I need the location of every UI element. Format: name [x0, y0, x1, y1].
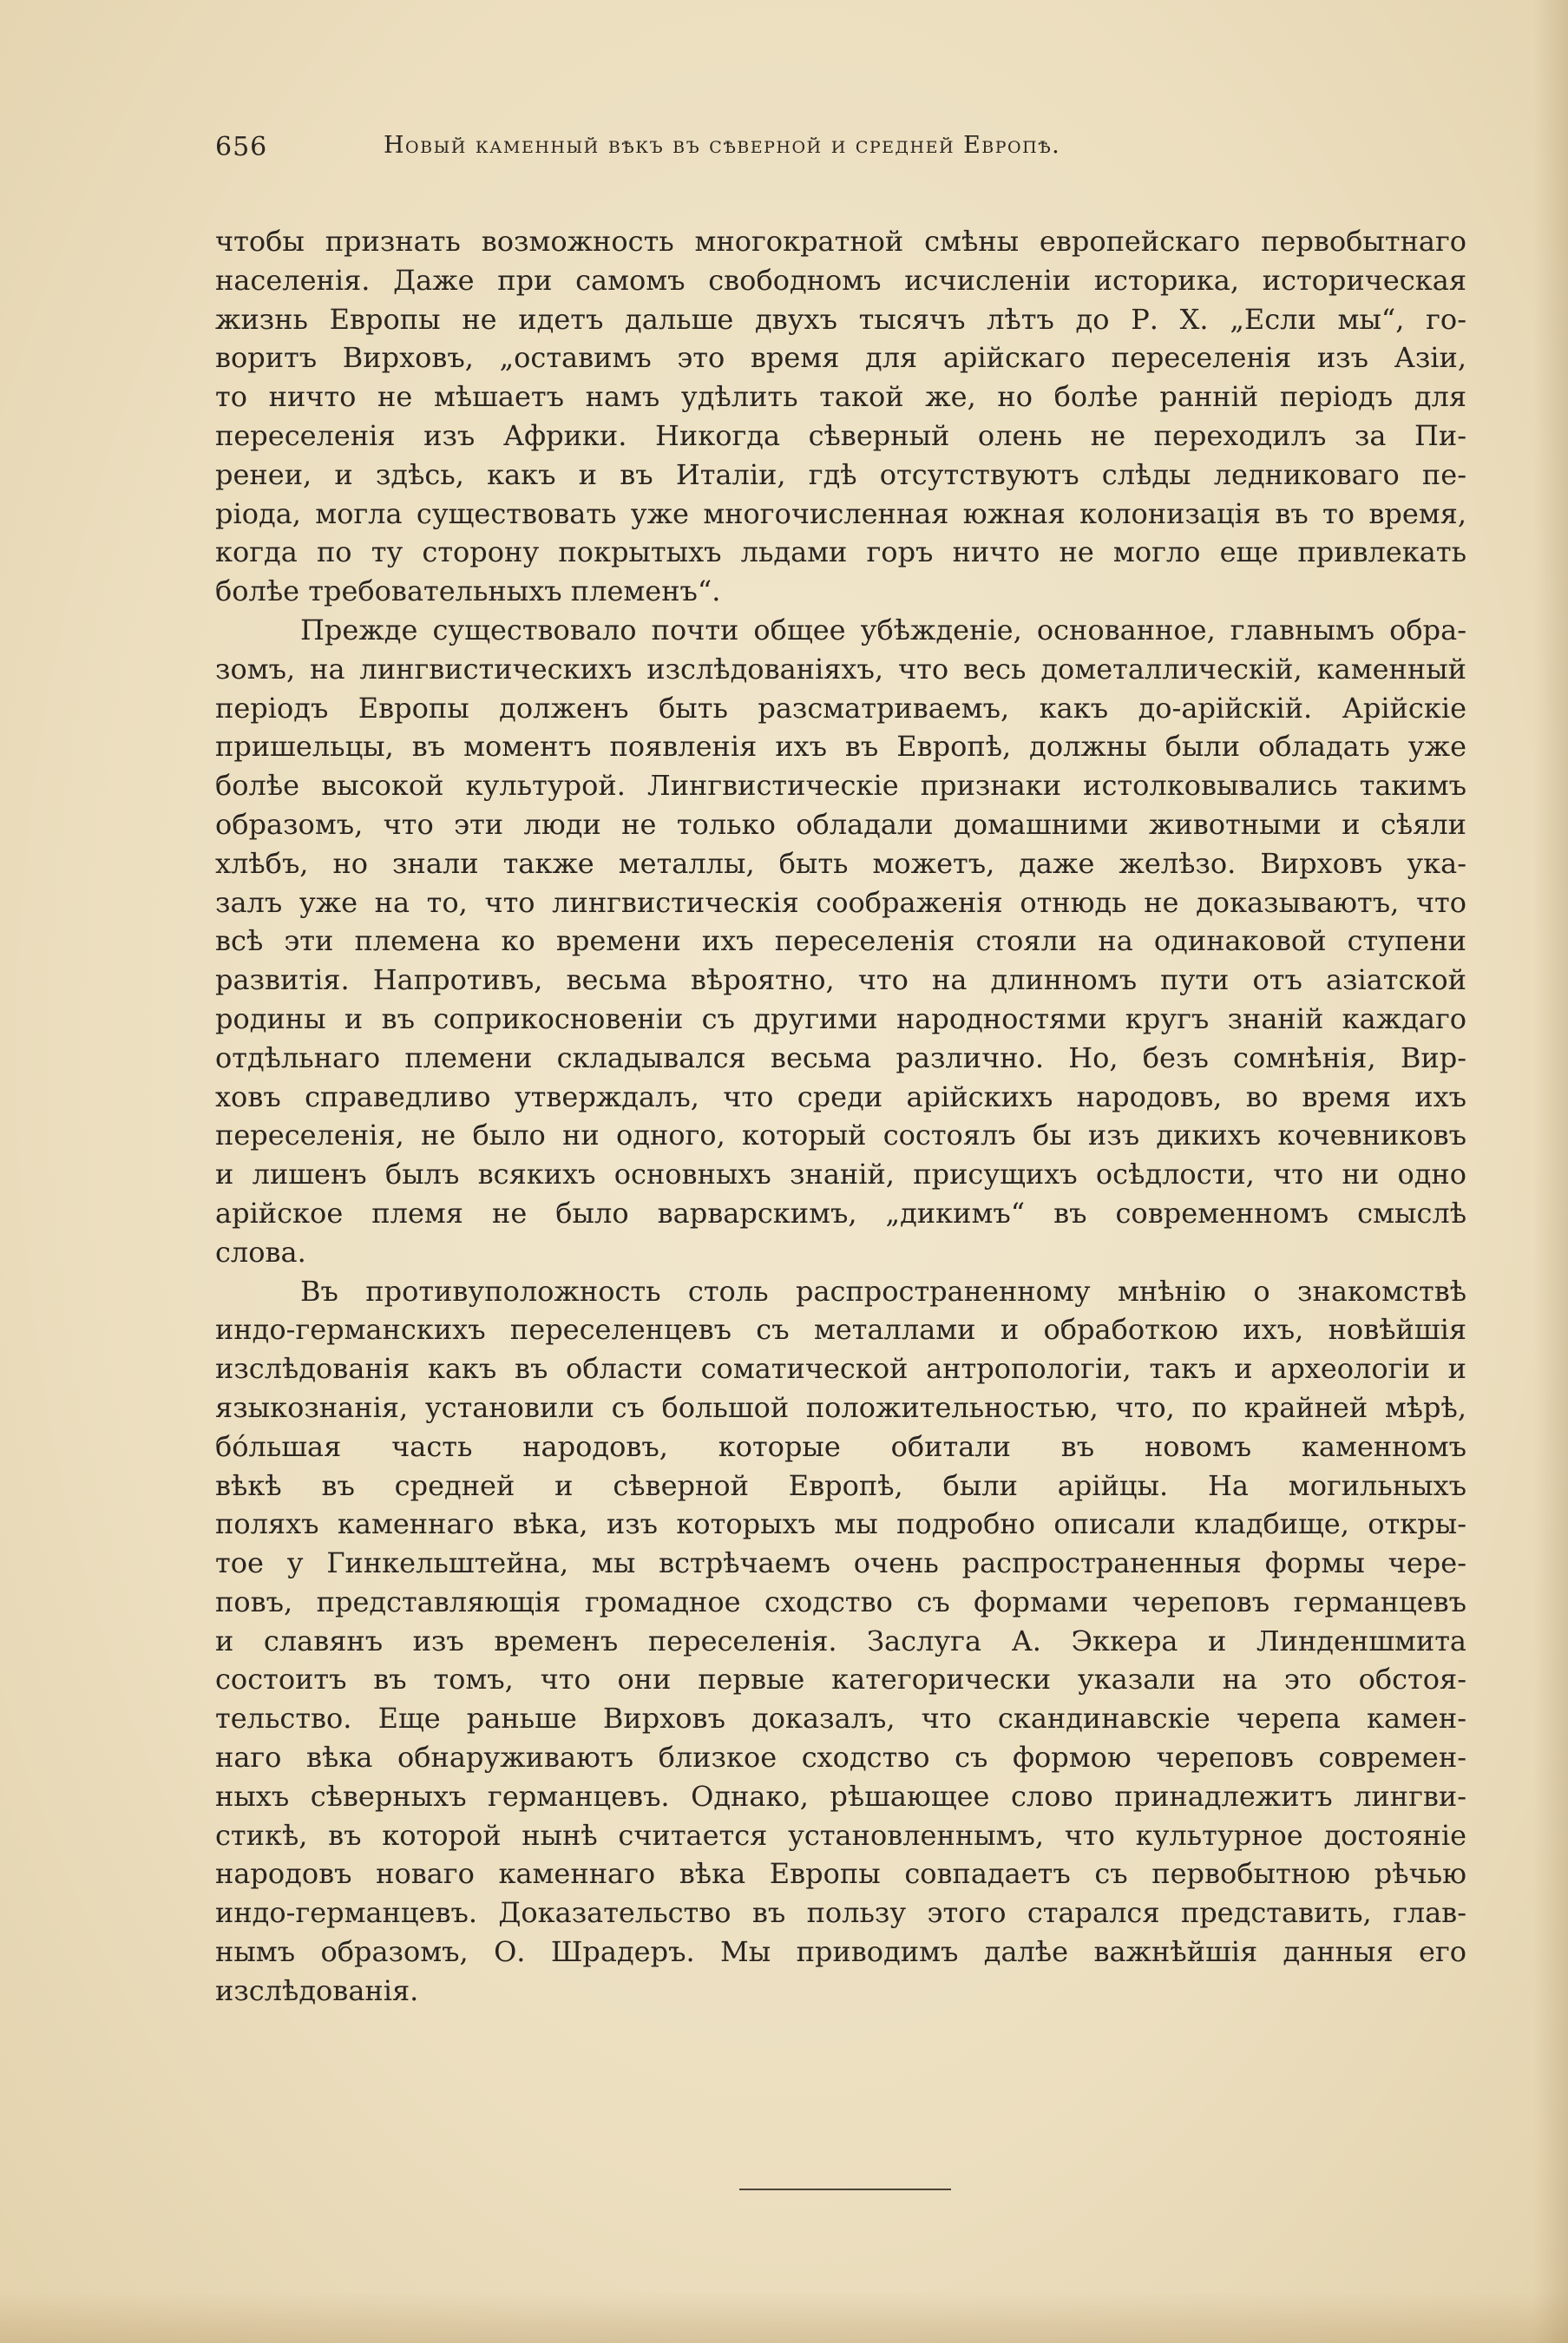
text-line: воритъ Вирховъ, „оставимъ это время для арійскаго переселенія изъ Азіи,	[215, 341, 1466, 375]
text-line: состоитъ въ томъ, что они первые категорически указали на это обстоя-	[215, 1663, 1466, 1697]
text-line: народовъ новаго каменнаго вѣка Европы совпадаетъ съ первобытною рѣчью	[215, 1857, 1466, 1891]
text-line: жизнь Европы не идетъ дальше двухъ тысячъ лѣтъ до Р. Х. „Если мы“, го-	[215, 302, 1466, 336]
text-line: наго вѣка обнаруживаютъ близкое сходство съ формою череповъ современ-	[215, 1741, 1466, 1775]
text-line: ховъ справедливо утверждалъ, что среди арійскихъ народовъ, во время ихъ	[215, 1080, 1466, 1113]
text-line: Прежде существовало почти общее убѣжденіе, основанное, главнымъ обра-	[300, 613, 1466, 646]
text-line: ныхъ сѣверныхъ германцевъ. Однако, рѣшающее слово принадлежитъ лингви-	[215, 1779, 1466, 1813]
text-line: языкознанія, установили съ большой положительностью, что, по крайней мѣрѣ,	[215, 1390, 1466, 1424]
text-line: пришельцы, въ моментъ появленія ихъ въ Европѣ, должны были обладать уже	[215, 730, 1466, 764]
text-line: нымъ образомъ, О. Шрадеръ. Мы приводимъ далѣе важнѣйшія данныя его	[215, 1935, 1466, 1969]
text-line: вѣкѣ въ средней и сѣверной Европѣ, были арійцы. На могильныхъ	[215, 1468, 1466, 1502]
body-text	[215, 222, 1466, 2011]
section-end-rule	[739, 2189, 951, 2190]
text-line: то ничто не мѣшаетъ намъ удѣлить такой же, но болѣе ранній періодъ для	[215, 380, 1466, 414]
text-line: тельство. Еще раньше Вирховъ доказалъ, что скандинавскіе черепа камен-	[215, 1702, 1466, 1736]
running-title: Новый каменный вѣкъ въ сѣверной и средней Европѣ.	[384, 132, 1061, 159]
text-line: образомъ, что эти люди не только обладали домашними животными и сѣяли	[215, 807, 1466, 841]
text-line: чтобы признать возможность многократной смѣны европейскаго первобытнаго	[215, 225, 1466, 258]
text-line: индо-германцевъ. Доказательство въ пользу этого старался представить, глав-	[215, 1896, 1466, 1930]
text-line: болѣе высокой культурой. Лингвистическіе признаки истолковывались такимъ	[215, 769, 1466, 803]
text-line: слова.	[215, 1235, 306, 1269]
text-line: повъ, представляющія громадное сходство съ формами череповъ германцевъ	[215, 1585, 1466, 1618]
text-line: зомъ, на лингвистическихъ изслѣдованіяхъ, что весь дометаллическій, каменный	[215, 652, 1466, 686]
text-line: арійское племя не было варварскимъ, „дикимъ“ въ современномъ смыслѣ	[215, 1196, 1466, 1230]
text-line: стикѣ, въ которой нынѣ считается установленнымъ, что культурное достояніе	[215, 1818, 1466, 1852]
text-line: переселенія изъ Африки. Никогда сѣверный олень не переходилъ за Пи-	[215, 418, 1466, 452]
text-line: поляхъ каменнаго вѣка, изъ которыхъ мы подробно описали кладбище, откры-	[215, 1507, 1466, 1541]
text-line: отдѣльнаго племени складывался весьма различно. Но, безъ сомнѣнія, Вир-	[215, 1040, 1466, 1074]
text-line: родины и въ соприкосновеніи съ другими народностями кругъ знаній каждаго	[215, 1001, 1466, 1035]
text-line: болѣе требовательныхъ племенъ“.	[215, 574, 721, 608]
text-line: Въ противуположность столь распространенному мнѣнію о знакомствѣ	[300, 1274, 1466, 1308]
text-line: изслѣдованія какъ въ области соматической антропологіи, такъ и археологіи и	[215, 1352, 1466, 1386]
text-line: хлѣбъ, но знали также металлы, быть можетъ, даже желѣзо. Вирховъ ука-	[215, 846, 1466, 880]
text-line: изслѣдованія.	[215, 1973, 419, 2007]
page-number: 656	[215, 132, 268, 162]
text-line: и славянъ изъ временъ переселенія. Заслуга А. Эккера и Линденшмита	[215, 1624, 1466, 1657]
text-line: и лишенъ былъ всякихъ основныхъ знаній, присущихъ осѣдлости, что ни одно	[215, 1158, 1466, 1191]
text-line: переселенія, не было ни одного, который состоялъ бы изъ дикихъ кочевниковъ	[215, 1119, 1466, 1152]
text-line: тое у Гинкельштейна, мы встрѣчаемъ очень распространенныя формы чере-	[215, 1546, 1466, 1580]
text-line: ріода, могла существовать уже многочисленная южная колонизація въ то время,	[215, 496, 1466, 530]
text-line: залъ уже на то, что лингвистическія соображенія отнюдь не доказываютъ, что	[215, 885, 1466, 919]
page-bottom-stain	[0, 2291, 1568, 2343]
text-line: индо-германскихъ переселенцевъ съ металлами и обработкою ихъ, новѣйшія	[215, 1313, 1466, 1347]
text-line: періодъ Европы долженъ быть разсматриваемъ, какъ до-арійскій. Арійскіе	[215, 691, 1466, 725]
text-line: когда по ту сторону покрытыхъ льдами горъ ничто не могло еще привлекать	[215, 535, 1466, 569]
text-line: развитія. Напротивъ, весьма вѣроятно, что на длинномъ пути отъ азіатской	[215, 963, 1466, 997]
text-line: бо́льшая часть народовъ, которые обитали въ новомъ каменномъ	[215, 1429, 1466, 1463]
text-line: населенія. Даже при самомъ свободномъ исчисленіи историка, историческая	[215, 263, 1466, 297]
text-line: ренеи, и здѣсь, какъ и въ Италіи, гдѣ отсутствуютъ слѣды ледниковаго пе-	[215, 457, 1466, 491]
page-edge-shadow	[1533, 0, 1568, 2343]
page-header	[215, 132, 1473, 167]
text-line: всѣ эти племена ко времени ихъ переселенія стояли на одинаковой ступени	[215, 924, 1466, 958]
